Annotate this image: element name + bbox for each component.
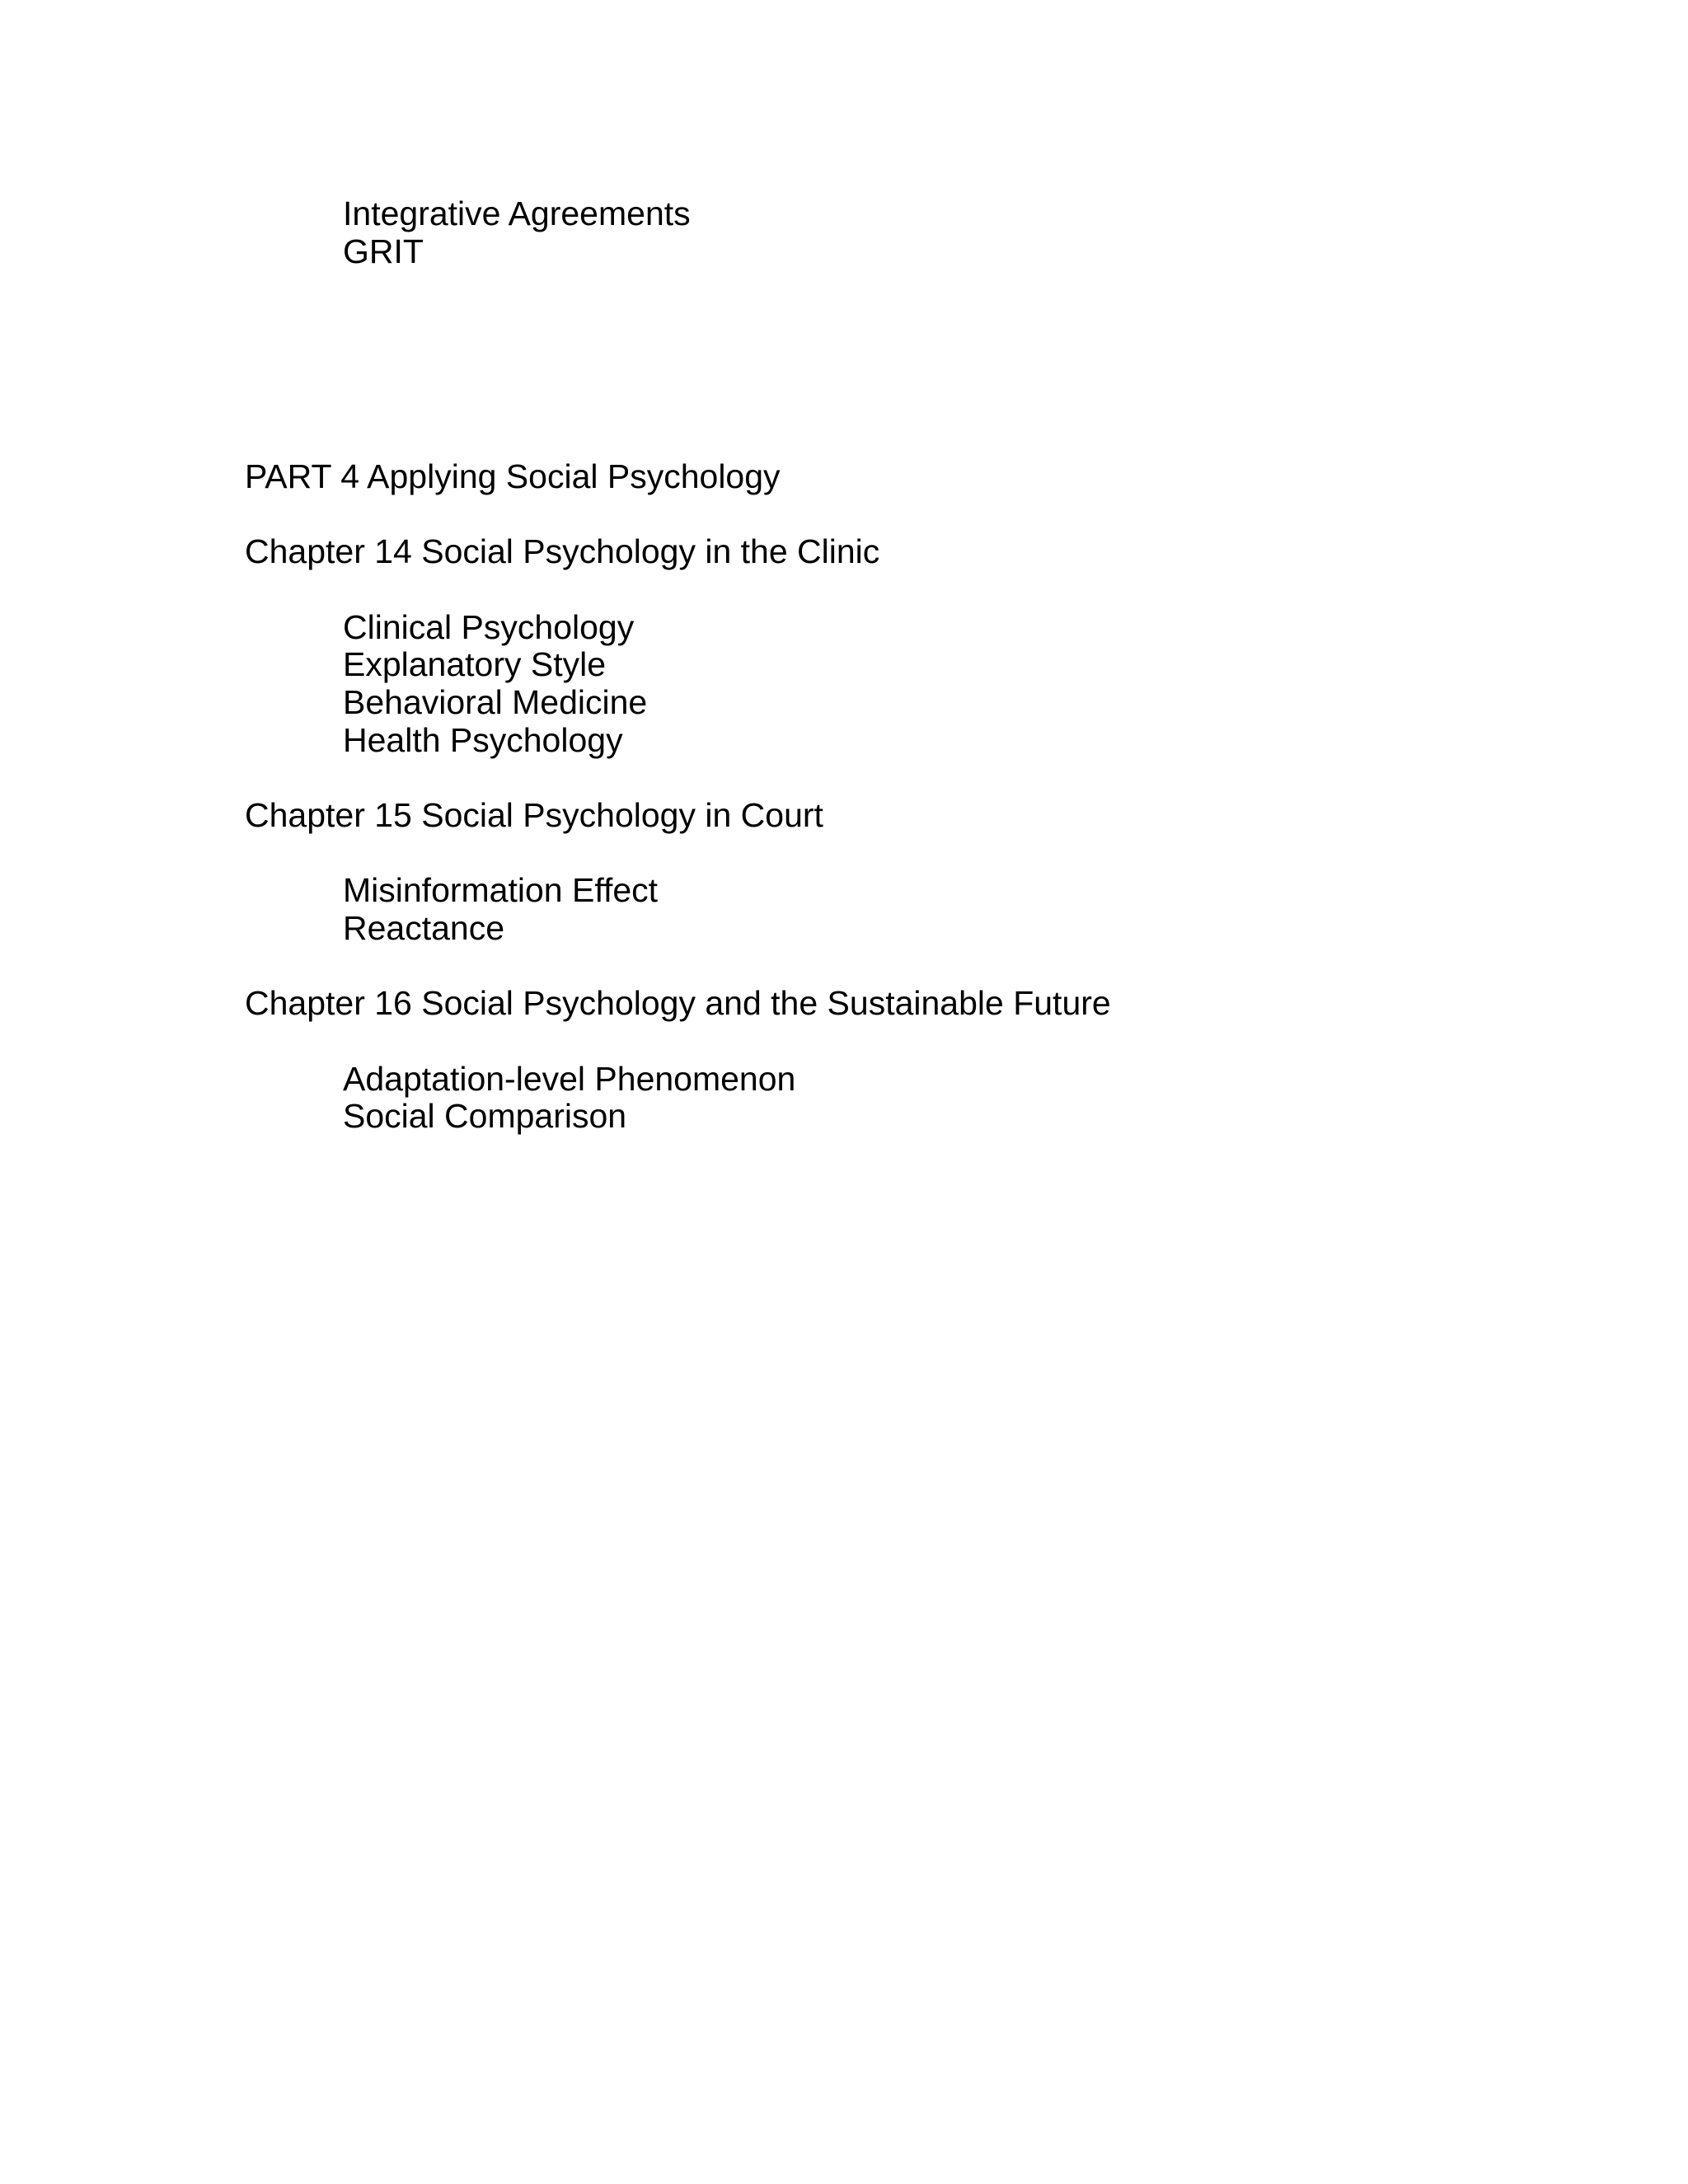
part-heading: PART 4 Applying Social Psychology: [245, 457, 781, 495]
topic-item: Health Psychology: [343, 721, 623, 759]
topic-item: Explanatory Style: [343, 645, 607, 683]
chapter-heading: Chapter 15 Social Psychology in Court: [245, 796, 823, 834]
chapter-heading: Chapter 16 Social Psychology and the Sustainable Future: [245, 984, 1111, 1022]
topic-item: GRIT: [343, 232, 424, 270]
topic-item: Clinical Psychology: [343, 608, 635, 646]
topic-item: Social Comparison: [343, 1097, 627, 1135]
chapter-heading: Chapter 14 Social Psychology in the Clinic: [245, 532, 880, 570]
topic-item: Behavioral Medicine: [343, 683, 648, 721]
topic-item: Misinformation Effect: [343, 871, 659, 909]
topic-item: Adaptation-level Phenomenon: [343, 1060, 796, 1098]
topic-item: Integrative Agreements: [343, 194, 691, 232]
topic-item: Reactance: [343, 909, 505, 947]
